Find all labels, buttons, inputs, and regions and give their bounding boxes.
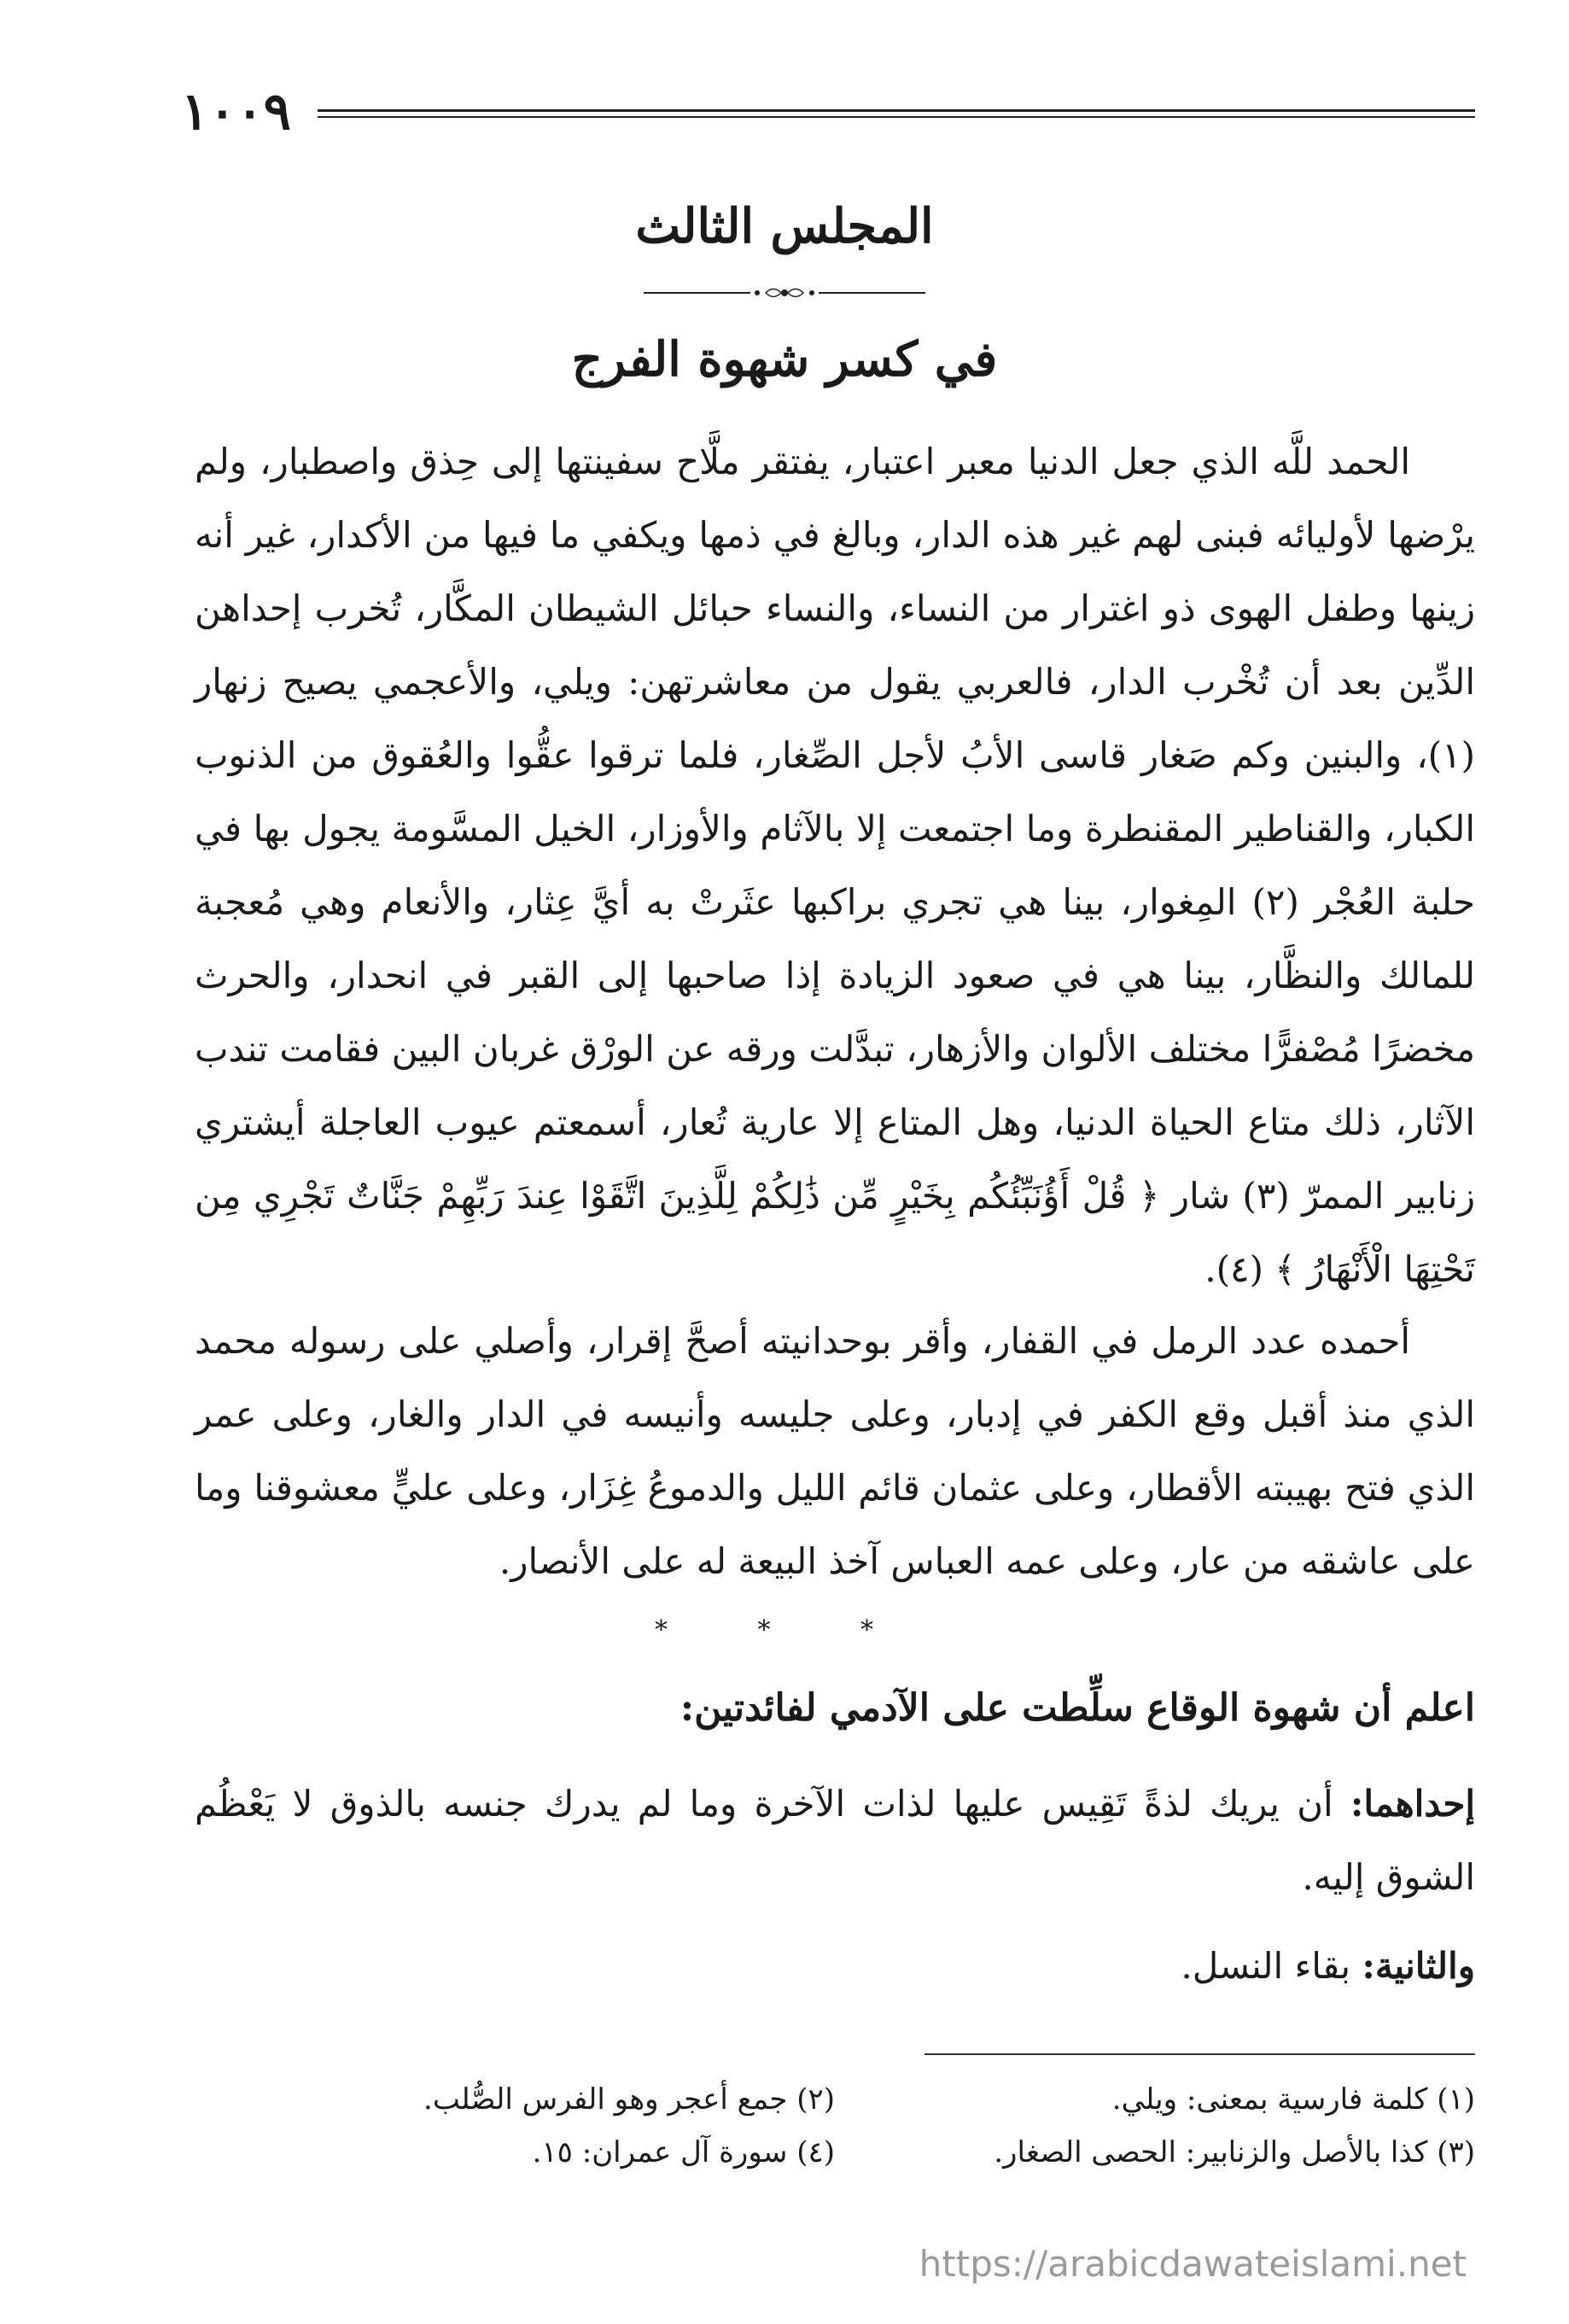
footnote-row [195, 2126, 1475, 2179]
point-first [195, 1767, 1475, 1914]
footnote-4: (٤) سورة آل عمران: ١٥. [532, 2135, 835, 2169]
point-second [195, 1930, 1475, 2003]
footnote-3: (٣) كذا بالأصل والزنابير: الحصى الصغار. [994, 2135, 1475, 2169]
chapter-title: المجلس الثالث [635, 198, 934, 254]
watermark-url: https://arabicdawateislami.net [919, 2243, 1467, 2285]
paragraph-text: الحمد للَّه الذي جعل الدنيا معبر اعتبار، يفتقر ملَّاح سفينتها إلى حِذق واصطبار، ولم يرْضها لأوليائه فبنى لهم غير هذه الدار، وبالغ في ذمها ويكفي ما فيها من الأكدار، غير أنه زينها وطفل الهوى ذو اغترار من النساء، والنساء حبائل الشيطان المكَّار، تُخرب إحداهن الدِّين بعد أن تُخْرب الدار، فالعربي يقول من معاشرتهن: ويلي، والأعجمي يصيح زنهار (١)، والبنين وكم صَغار قاسى الأبُ لأجل الصِّغار، فلما ترقوا عقُّوا والعُقوق من الذنوب الكبار، والقناطير المقنطرة وما اجتمعت إلا بالآثام والأوزار، الخيل المسَّومة يجول بها في حلبة العُجْر (٢) المِغوار، بينا هي تجري براكبها عثَرتْ به أيَّ عِثار، والأنعام وهي مُعجبة للمالك والنظَّار، بينا هي في صعود الزيادة إذا صاحبها إلى القبر في انحدار، والحرث مخضرًا مُصْفرًّا مختلف الألوان والأزهار، تبدَّلت ورقه عن الورْق غربان البين فقامت تندب الآثار، ذلك متاع الحياة الدنيا، وهل المتاع إلا عارية تُعار، أسمعتم عيوب العاجلة أيشتري زنابير الممرّ (٣) شار ﴿ قُلْ أَؤُنَبِّئُكُم بِخَيْرٍ مِّن ذَٰلِكُمْ لِلَّذِينَ اتَّقَوْا عِندَ رَبِّهِمْ جَنَّاتٌ تَجْرِي مِن تَحْتِهَا الْأَنْهَارُ ﴾ (٤). [195, 441, 1475, 1290]
point-text: أن يريك لذةً تَقِيس عليها لذات الآخرة وما لم يدرك جنسه بالذوق لا يَعْظُم الشوق إليه. [195, 1783, 1475, 1898]
header-rule [318, 109, 1475, 120]
footnote-rule [924, 2053, 1475, 2055]
footnote-1: (١) كلمة فارسية بمعنى: ويلي. [1111, 2082, 1475, 2117]
footnotes [195, 2073, 1475, 2179]
opening-paragraph [195, 425, 1475, 1306]
paragraph-text: أحمده عدد الرمل في القفار، وأقر بوحدانيته أصحَّ إقرار، وأصلي على رسوله محمد الذي منذ أقبل وقع الكفر في إدبار، وعلى جليسه وأنيسه في الدار والغار، وعلى عمر الذي فتح بهيبته الأقطار، وعلى عثمان قائم الليل والدموعُ غِزَار، وعلى عليٍّ معشوقنا وما على عاشقه من عار، وعلى عمه العباس آخذ البيعة له على الأنصار. [195, 1320, 1475, 1582]
point-label: إحداهما: [1350, 1783, 1475, 1825]
ornament-divider [644, 283, 925, 302]
point-text: بقاء النسل. [1181, 1945, 1351, 1987]
chapter-subtitle: في كسر شهوة الفرج [571, 331, 998, 388]
footnote-row [195, 2073, 1475, 2126]
section-heading: اعلم أن شهوة الوقاع سلِّطت على الآدمي لفائدتين: [680, 1686, 1475, 1730]
footnote-2: (٢) جمع أعجر وهو الفرس الصُّلب. [423, 2082, 835, 2117]
page-number: ١٠٠٩ [181, 82, 291, 142]
second-paragraph [195, 1305, 1475, 1598]
section-separator: * * * [654, 1615, 915, 1645]
point-label: والثانية: [1362, 1945, 1475, 1987]
